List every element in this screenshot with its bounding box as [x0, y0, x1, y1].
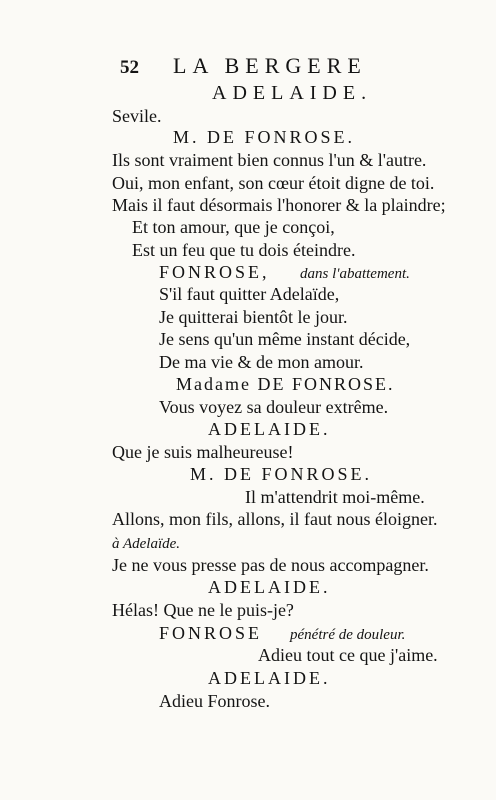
verse-line: Vous voyez sa douleur extrême. [159, 397, 389, 417]
verse-line: Je sens qu'un même instant décide, [159, 329, 411, 349]
verse-line: Oui, mon enfant, son cœur étoit digne de toi. [112, 173, 435, 193]
speaker-name: FONROSE [159, 623, 263, 643]
speaker-name: Madame DE FONROSE. [176, 374, 395, 394]
speaker-name: ADELAIDE. [208, 419, 331, 439]
running-title: LA BERGERE [173, 53, 367, 78]
verse-line: Et ton amour, que je conçoi, [132, 217, 335, 237]
page-number: 52 [120, 57, 139, 78]
verse-line: Adieu tout ce que j'aime. [258, 645, 438, 665]
verse-line: S'il faut quitter Adelaïde, [159, 284, 340, 304]
speaker-name: ADELAIDE. [208, 668, 331, 688]
speaker-name: ADELAIDE. [208, 577, 331, 597]
text-line: Sevile. [112, 106, 162, 126]
running-title-2: ADELAIDE. [212, 82, 373, 104]
stage-direction: à Adelaïde. [112, 536, 181, 552]
stage-direction: dans l'abattement. [300, 266, 410, 282]
speaker-name: M. DE FONROSE. [190, 464, 373, 484]
verse-line: Il m'attendrit moi-même. [245, 487, 425, 507]
verse-line: Mais il faut désormais l'honorer & la plaindre; [112, 195, 446, 215]
verse-line: De ma vie & de mon amour. [159, 352, 364, 372]
verse-line: Adieu Fonrose. [159, 691, 270, 711]
speaker-name: M. DE FONROSE. [173, 127, 356, 147]
verse-line: Hélas! Que ne le puis-je? [112, 600, 294, 620]
verse-line: Allons, mon fils, allons, il faut nous éloigner. [112, 509, 438, 529]
verse-line: Est un feu que tu dois éteindre. [132, 240, 356, 260]
speaker-name: FONROSE, [159, 262, 270, 282]
verse-line: Je ne vous presse pas de nous accompagner. [112, 555, 429, 575]
stage-direction: pénétré de douleur. [290, 627, 406, 643]
verse-line: Ils sont vraiment bien connus l'un & l'autre. [112, 150, 427, 170]
verse-line: Je quitterai bientôt le jour. [159, 307, 348, 327]
verse-line: Que je suis malheureuse! [112, 442, 294, 462]
